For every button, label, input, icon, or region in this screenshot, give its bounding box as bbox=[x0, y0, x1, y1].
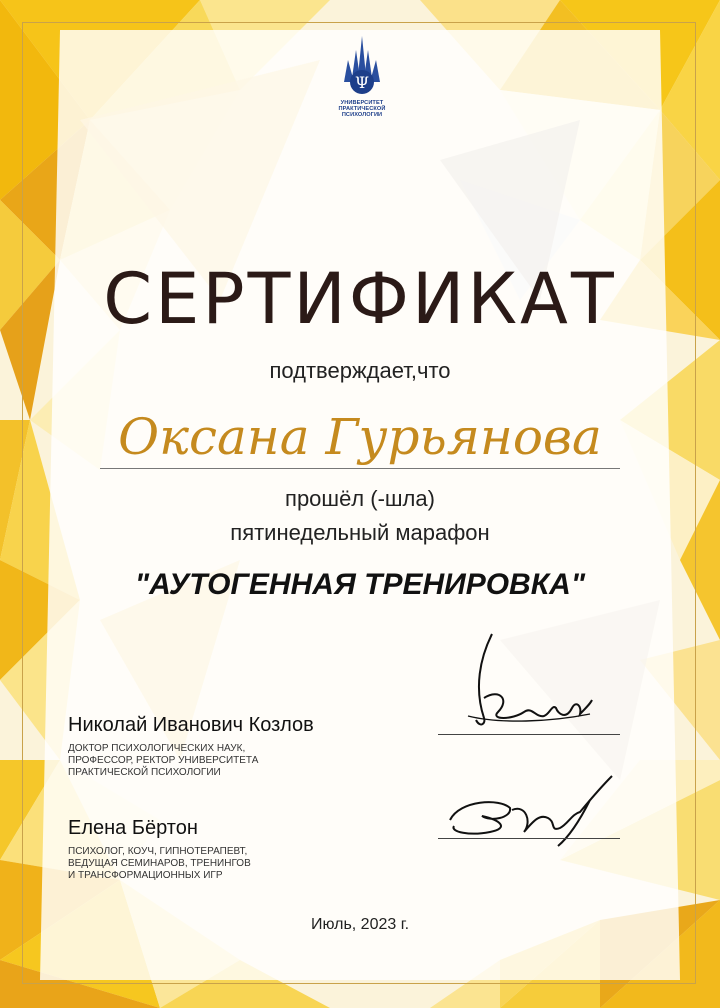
svg-text:Ψ: Ψ bbox=[354, 73, 370, 92]
signer-desc-line: ПРОФЕССОР, РЕКТОР УНИВЕРСИТЕТА bbox=[68, 755, 259, 766]
logo-line: УНИВЕРСИТЕТ bbox=[340, 100, 384, 106]
signer-desc-line: ВЕДУЩАЯ СЕМИНАРОВ, ТРЕНИНГОВ bbox=[68, 858, 251, 869]
signer-desc-line: ПРАКТИЧЕСКОЙ ПСИХОЛОГИИ bbox=[68, 767, 221, 778]
logo-line: ПСИХОЛОГИИ bbox=[341, 112, 383, 119]
logo-caption bbox=[325, 100, 399, 119]
logo-line: ПРАКТИЧЕСКОЙ bbox=[338, 106, 386, 113]
signature-kozlov bbox=[440, 628, 610, 738]
signer-block-burton bbox=[68, 817, 251, 882]
signature-line-kozlov bbox=[438, 734, 620, 735]
course-title: "АУТОГЕННАЯ ТРЕНИРОВКА" bbox=[134, 568, 586, 601]
signer-name: Елена Бёртон bbox=[68, 817, 198, 839]
certificate-title: СЕРТИФИКАТ bbox=[103, 258, 617, 340]
signature-line-burton bbox=[438, 838, 620, 839]
signer-desc-line: И ТРАНСФОРМАЦИОННЫХ ИГР bbox=[68, 870, 223, 881]
passed-line-1: прошёл (-шла) bbox=[285, 486, 435, 511]
signer-desc-line: ПСИХОЛОГ, КОУЧ, ГИПНОТЕРАПЕВТ, bbox=[68, 846, 248, 857]
confirms-text: подтверждает,что bbox=[269, 358, 451, 383]
signer-block-kozlov bbox=[68, 714, 314, 779]
recipient-name: Оксана Гурьянова bbox=[118, 408, 602, 466]
name-underline bbox=[100, 468, 620, 469]
passed-line-2: пятинедельный марафон bbox=[230, 520, 490, 545]
signer-desc-line: ДОКТОР ПСИХОЛОГИЧЕСКИХ НАУК, bbox=[68, 743, 246, 754]
signer-name: Николай Иванович Козлов bbox=[68, 714, 314, 736]
issue-date: Июль, 2023 г. bbox=[310, 916, 410, 933]
passed-text bbox=[0, 482, 720, 550]
